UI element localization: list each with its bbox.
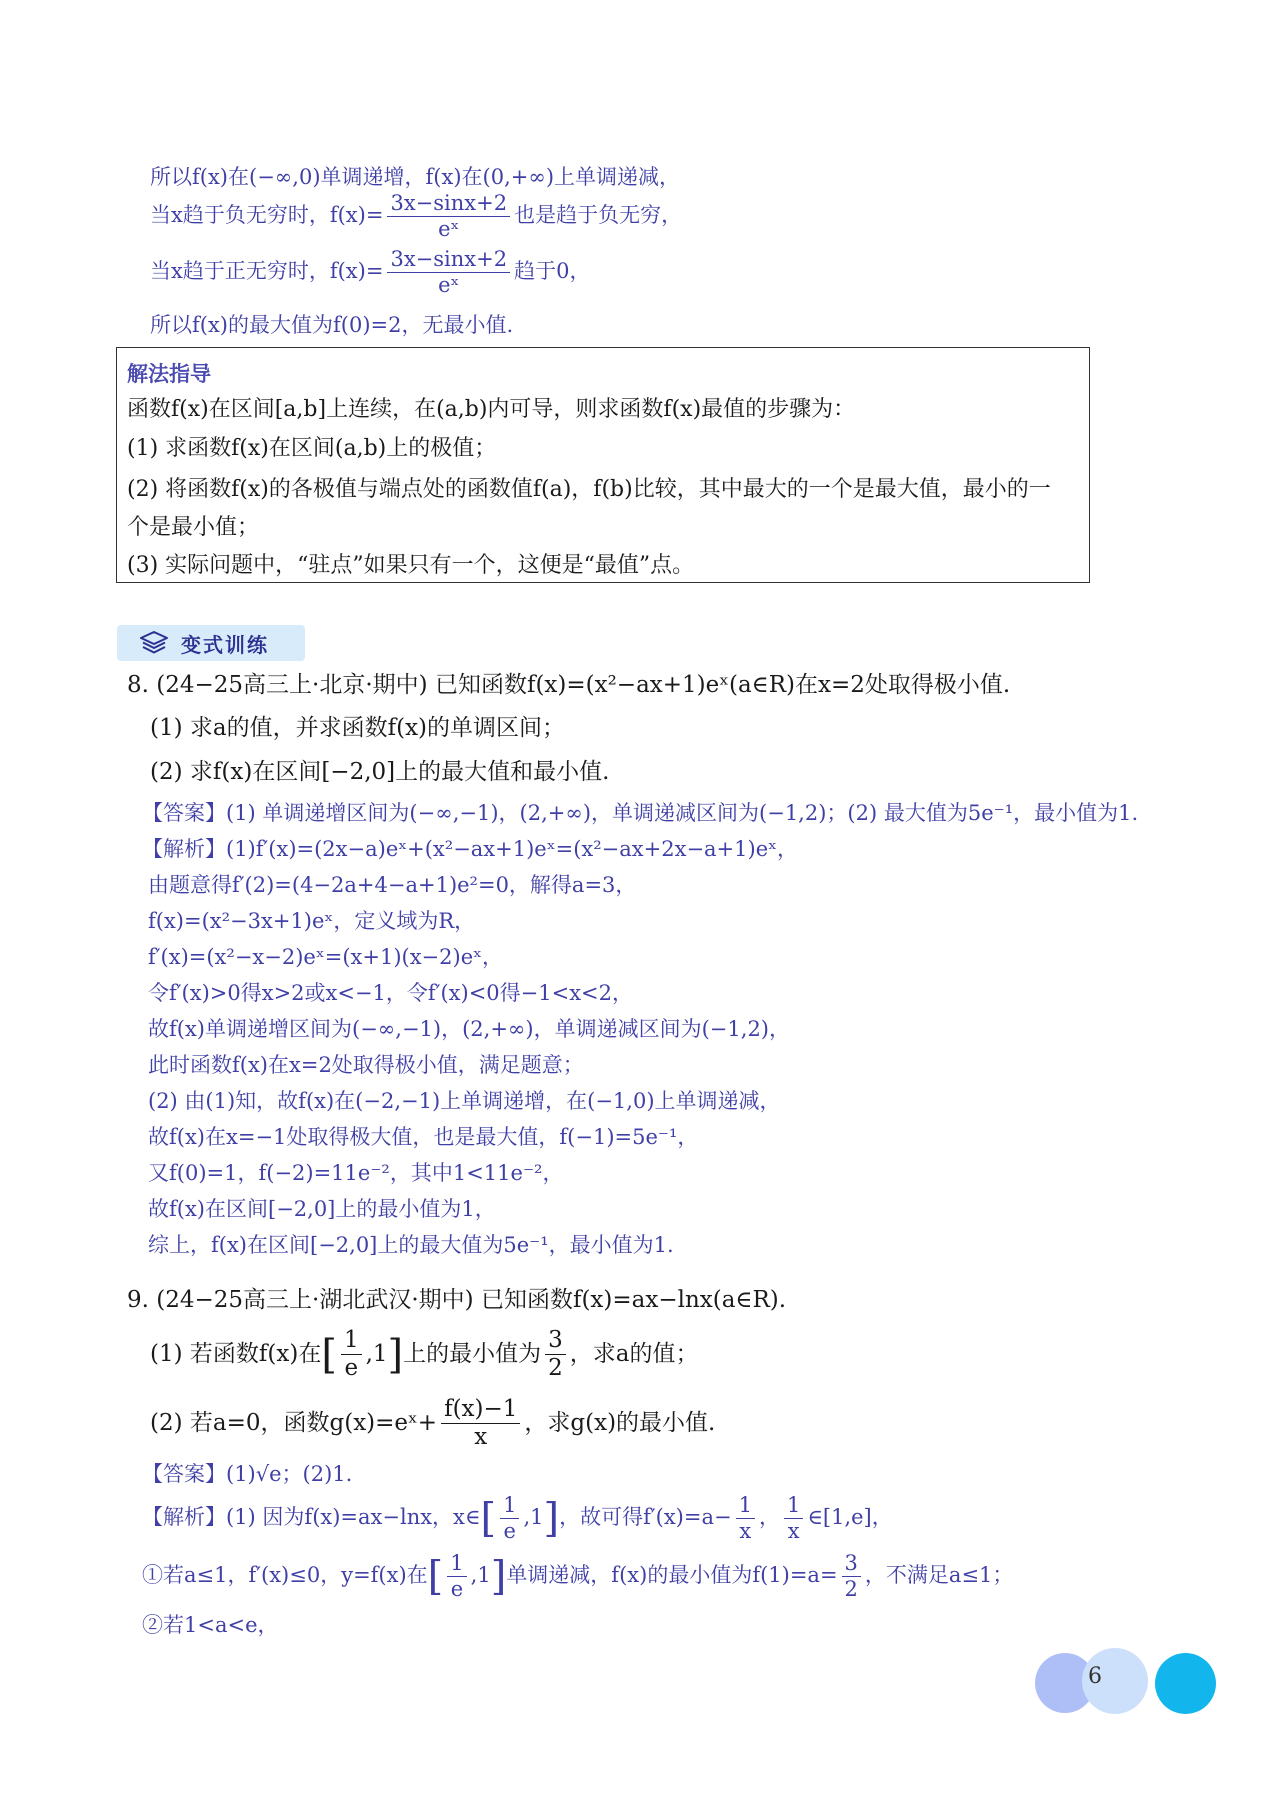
numerator: 3 bbox=[545, 1328, 566, 1355]
page-circle-right bbox=[1155, 1653, 1216, 1714]
question-stem: 8. (24−25高三上·北京·期中) 已知函数f(x)=(x²−ax+1)eˣ(a∈R)在x=2处取得极小值. bbox=[127, 672, 1011, 698]
text: ， bbox=[758, 1505, 780, 1530]
question-part: (2) 求f(x)在区间[−2,0]上的最大值和最小值. bbox=[150, 759, 610, 785]
denominator: 2 bbox=[548, 1355, 563, 1382]
denominator: e bbox=[344, 1355, 359, 1382]
solution-line: ②若1<a<e， bbox=[142, 1613, 279, 1637]
text: 当x趋于正无穷时，f(x)= bbox=[150, 259, 384, 284]
guide-line: (1) 求函数f(x)在区间(a,b)上的极值； bbox=[127, 436, 497, 461]
numerator: f(x)−1 bbox=[441, 1397, 520, 1424]
text: 上的最小值为 bbox=[403, 1340, 542, 1367]
question-part bbox=[150, 1397, 715, 1451]
fraction bbox=[387, 192, 510, 241]
question-part bbox=[150, 1328, 699, 1382]
solution-line: f(x)=(x²−3x+1)eˣ，定义域为R， bbox=[148, 909, 476, 933]
denominator: x bbox=[474, 1424, 488, 1451]
solution-line: (2) 由(1)知，故f(x)在(−2,−1)上单调递增，在(−1,0)上单调递减， bbox=[148, 1089, 781, 1113]
numerator: 3 bbox=[842, 1552, 861, 1577]
text: ，故可得f′(x)=a− bbox=[559, 1505, 732, 1530]
solution-line bbox=[142, 1552, 1013, 1601]
solution-line: 令f′(x)>0得x>2或x<−1，令f′(x)<0得−1<x<2， bbox=[148, 981, 633, 1005]
layers-icon bbox=[139, 630, 169, 656]
section-header bbox=[117, 625, 305, 661]
text: ，求g(x)的最小值. bbox=[524, 1409, 716, 1436]
numerator: 1 bbox=[784, 1494, 803, 1519]
fraction bbox=[784, 1494, 803, 1543]
solution-line: 【解析】(1)f′(x)=(2x−a)eˣ+(x²−ax+1)eˣ=(x²−ax+2x−a+1)eˣ， bbox=[142, 837, 799, 861]
text: ①若a≤1，f′(x)≤0，y=f(x)在 bbox=[142, 1563, 428, 1588]
solution-line: 又f(0)=1，f(−2)=11e⁻²，其中1<11e⁻²， bbox=[148, 1161, 564, 1185]
fraction bbox=[447, 1552, 466, 1601]
guide-line: 个是最小值； bbox=[127, 515, 260, 540]
text: (1) 若函数f(x)在 bbox=[150, 1340, 322, 1367]
solution-line: 此时函数f(x)在x=2处取得极小值，满足题意； bbox=[148, 1053, 584, 1077]
denominator: x bbox=[787, 1519, 800, 1544]
solution-line bbox=[150, 192, 682, 241]
question-stem: 9. (24−25高三上·湖北武汉·期中) 已知函数f(x)=ax−lnx(a∈R). bbox=[127, 1287, 787, 1313]
left-bracket: [ bbox=[321, 1331, 337, 1378]
text: ，求a的值； bbox=[569, 1340, 699, 1367]
solution-line: 由题意得f′(2)=(4−2a+4−a+1)e²=0，解得a=3， bbox=[148, 873, 637, 897]
solution-line: 故f(x)在x=−1处取得极大值，也是最大值，f(−1)=5e⁻¹， bbox=[148, 1125, 699, 1149]
page-number: 6 bbox=[1088, 1664, 1102, 1689]
text: (2) 若a=0，函数g(x)=eˣ+ bbox=[150, 1409, 438, 1436]
denominator: e bbox=[450, 1577, 464, 1602]
denominator: e bbox=[503, 1519, 516, 1544]
guide-line: (3) 实际问题中，“驻点”如果只有一个，这便是“最值”点。 bbox=[127, 553, 695, 578]
text: ，不满足a≤1； bbox=[864, 1563, 1014, 1588]
solution-line: 综上，f(x)在区间[−2,0]上的最大值为5e⁻¹，最小值为1. bbox=[148, 1233, 674, 1257]
right-bracket: ] bbox=[543, 1495, 560, 1542]
fraction bbox=[545, 1328, 566, 1382]
denominator: 2 bbox=[844, 1577, 858, 1602]
fraction bbox=[842, 1552, 861, 1601]
text: ,1 bbox=[470, 1563, 491, 1588]
solution-line bbox=[150, 248, 590, 297]
right-bracket: ] bbox=[490, 1553, 507, 1600]
text: ,1 bbox=[365, 1340, 388, 1367]
fraction bbox=[500, 1494, 519, 1543]
answer-line: 【答案】(1) 单调递增区间为(−∞,−1)，(2,+∞)，单调递减区间为(−1,2)；(2) 最大值为5e⁻¹，最小值为1. bbox=[142, 801, 1139, 825]
numerator: 1 bbox=[736, 1494, 755, 1519]
fraction bbox=[341, 1328, 362, 1382]
text: 当x趋于负无穷时，f(x)= bbox=[150, 203, 384, 228]
question-part: (1) 求a的值，并求函数f(x)的单调区间； bbox=[150, 715, 566, 741]
numerator: 1 bbox=[341, 1328, 362, 1355]
text: 趋于0， bbox=[514, 259, 591, 284]
text: 【解析】(1) 因为f(x)=ax−lnx，x∈ bbox=[142, 1505, 481, 1530]
guide-line: 函数f(x)在区间[a,b]上连续，在(a,b)内可导，则求函数f(x)最值的步骤为： bbox=[127, 397, 856, 422]
section-title: 变式训练 bbox=[181, 632, 269, 657]
solution-line: 所以f(x)在(−∞,0)单调递增，f(x)在(0,+∞)上单调递减， bbox=[150, 165, 681, 189]
fraction bbox=[387, 248, 510, 297]
left-bracket: [ bbox=[427, 1553, 444, 1600]
guide-line: (2) 将函数f(x)的各极值与端点处的函数值f(a)，f(b)比较，其中最大的一个是最大值，最小的一 bbox=[127, 477, 1051, 502]
solution-line: f′(x)=(x²−x−2)eˣ=(x+1)(x−2)eˣ， bbox=[148, 945, 504, 969]
numerator: 1 bbox=[500, 1494, 519, 1519]
denominator: x bbox=[739, 1519, 752, 1544]
solution-line: 所以f(x)的最大值为f(0)=2，无最小值. bbox=[150, 313, 514, 337]
solution-line: 故f(x)在区间[−2,0]上的最小值为1， bbox=[148, 1197, 496, 1221]
text: 也是趋于负无穷， bbox=[514, 203, 683, 228]
numerator: 1 bbox=[447, 1552, 466, 1577]
guide-title: 解法指导 bbox=[127, 362, 211, 386]
text: ∈[1,e]， bbox=[807, 1505, 893, 1530]
solution-line: 故f(x)单调递增区间为(−∞,−1)，(2,+∞)，单调递减区间为(−1,2)， bbox=[148, 1017, 790, 1041]
denominator: eˣ bbox=[438, 273, 460, 298]
fraction bbox=[441, 1397, 520, 1451]
fraction bbox=[736, 1494, 755, 1543]
numerator: 3x−sinx+2 bbox=[387, 248, 510, 273]
solution-line bbox=[142, 1494, 893, 1543]
right-bracket: ] bbox=[387, 1331, 404, 1378]
answer-line: 【答案】(1)√e；(2)1. bbox=[142, 1462, 353, 1486]
left-bracket: [ bbox=[480, 1495, 497, 1542]
numerator: 3x−sinx+2 bbox=[387, 192, 510, 217]
method-guide-box bbox=[116, 347, 1090, 583]
text: ,1 bbox=[523, 1505, 544, 1530]
text: 单调递减，f(x)的最小值为f(1)=a= bbox=[506, 1563, 838, 1588]
denominator: eˣ bbox=[438, 217, 460, 242]
